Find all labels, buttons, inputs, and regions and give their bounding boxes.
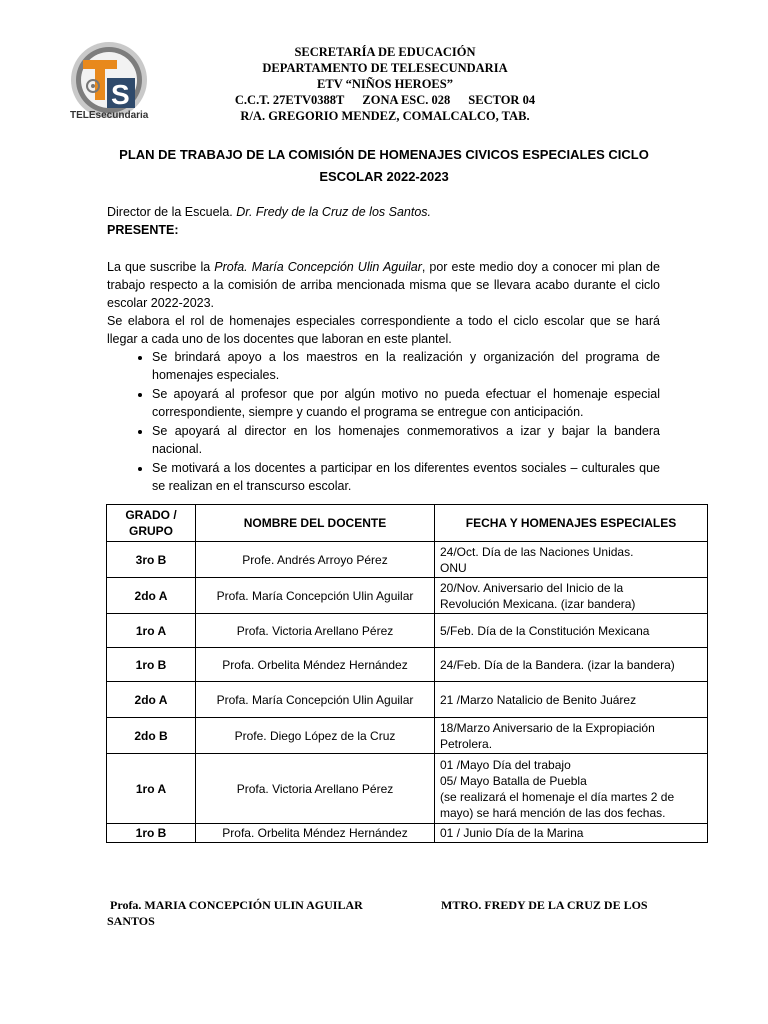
logo-label: TELEsecundaria <box>70 110 149 121</box>
cell-grupo: 3ro B <box>107 542 196 578</box>
fecha-line: Revolución Mexicana. (izar bandera) <box>440 596 636 611</box>
intro-text-a: La que suscribe la <box>107 260 215 274</box>
cell-grupo: 2do A <box>107 578 196 614</box>
cell-docente: Profa. María Concepción Ulin Aguilar <box>196 578 435 614</box>
cell-grupo: 2do B <box>107 718 196 754</box>
fecha-line: 01 / Junio Día de la Marina <box>440 826 584 840</box>
cell-docente: Profa. Victoria Arellano Pérez <box>196 614 435 648</box>
school-header <box>200 44 570 124</box>
cell-grupo: 1ro A <box>107 614 196 648</box>
signature-left-continuation: SANTOS <box>107 914 155 928</box>
table-row <box>107 578 708 614</box>
intro-text-b: , por este medio doy a conocer mi plan de trabajo respecto a la comisión de arriba mencionada misma que se llevara acabo durante el ciclo escolar 2022-2023. <box>107 260 660 310</box>
header-cct: C.C.T. 27ETV0388T <box>234 93 345 107</box>
cell-docente: Profe. Andrés Arroyo Pérez <box>196 542 435 578</box>
fecha-line: 24/Feb. Día de la Bandera. (izar la bandera) <box>440 657 675 672</box>
paragraph-intro <box>107 258 660 312</box>
cell-docente: Profa. Orbelita Méndez Hernández <box>196 648 435 682</box>
fecha-line: mayo) se hará mención de las dos fechas. <box>440 805 666 820</box>
intro-author-name: Profa. María Concepción Ulin Aguilar <box>214 260 422 274</box>
table-row <box>107 754 708 824</box>
header-sector: SECTOR 04 <box>468 93 536 107</box>
cell-grupo: 1ro A <box>107 754 196 824</box>
cell-fecha <box>435 648 708 682</box>
title-line-2: ESCOLAR 2022-2023 <box>319 169 449 184</box>
cell-fecha <box>435 578 708 614</box>
signature-left-text: Profa. MARIA CONCEPCIÓN ULIN AGUILAR <box>110 898 363 912</box>
fecha-line: 5/Feb. Día de la Constitución Mexicana <box>440 623 650 638</box>
title-line-1: PLAN DE TRABAJO DE LA COMISIÓN DE HOMENAJES CIVICOS ESPECIALES CICLO <box>119 147 649 162</box>
signature-right: MTRO. FREDY DE LA CRUZ DE LOS <box>441 898 648 912</box>
fecha-line: 01 /Mayo Día del trabajo <box>440 757 571 772</box>
recipient-label: Director de la Escuela. <box>107 205 233 219</box>
table-row <box>107 648 708 682</box>
table-header-row <box>107 505 708 542</box>
letter-body <box>107 258 660 496</box>
homenajes-table <box>106 504 708 843</box>
header-codes <box>200 92 570 108</box>
header-secretaria: SECRETARÍA DE EDUCACIÓN <box>294 45 476 59</box>
list-item: • Se apoyará al profesor que por algún motivo no pueda efectuar el homenaje especial correspondiente, siempre y cuando el programa se entregue con anticipación. <box>152 385 660 421</box>
header-departamento: DEPARTAMENTO DE TELESECUNDARIA <box>262 61 508 75</box>
header-grado-grupo: GRADO / GRUPO <box>107 505 196 542</box>
header-zona: ZONA ESC. 028 <box>362 93 451 107</box>
cell-grupo: 1ro B <box>107 824 196 843</box>
recipient-line <box>107 203 431 221</box>
table-row <box>107 682 708 718</box>
list-item: • Se motivará a los docentes a participar en los diferentes eventos sociales – culturales que se realizan en el transcurso escolar. <box>152 459 660 495</box>
fecha-line: (se realizará el homenaje el día martes 2 de <box>440 789 675 804</box>
document-title <box>100 144 668 188</box>
cell-fecha <box>435 614 708 648</box>
list-item: • Se brindará apoyo a los maestros en la realización y organización del programa de homenajes especiales. <box>152 348 660 384</box>
cell-docente: Profa. Orbelita Méndez Hernández <box>196 824 435 843</box>
recipient-name: Dr. Fredy de la Cruz de los Santos. <box>236 205 432 219</box>
cell-fecha <box>435 754 708 824</box>
table-row <box>107 614 708 648</box>
cell-docente: Profe. Diego López de la Cruz <box>196 718 435 754</box>
table-row <box>107 718 708 754</box>
signature-left-name <box>107 897 407 913</box>
header-school-name: ETV “NIÑOS HEROES” <box>317 77 453 91</box>
cell-fecha <box>435 824 708 843</box>
cell-docente: Profa. María Concepción Ulin Aguilar <box>196 682 435 718</box>
header-address: R/A. GREGORIO MENDEZ, COMALCALCO, TAB. <box>240 109 530 123</box>
header-nombre-docente: NOMBRE DEL DOCENTE <box>196 505 435 542</box>
table-row <box>107 824 708 843</box>
cell-grupo: 2do A <box>107 682 196 718</box>
list-item: • Se apoyará al director en los homenajes conmemorativos a izar y bajar la bandera nacional. <box>152 422 660 458</box>
fecha-line: 18/Marzo Aniversario de la Expropiación <box>440 720 655 735</box>
signature-left <box>107 897 407 929</box>
paragraph-rol: Se elabora el rol de homenajes especiales correspondiente a todo el ciclo escolar que se hará llegar a cada uno de los docentes que laboran en este plantel. <box>107 314 660 346</box>
fecha-line: 20/Nov. Aniversario del Inicio de la <box>440 580 624 595</box>
cell-fecha <box>435 682 708 718</box>
recipient-block <box>107 203 431 239</box>
header-fecha-homenajes: FECHA Y HOMENAJES ESPECIALES <box>435 505 708 542</box>
cell-grupo: 1ro B <box>107 648 196 682</box>
cell-fecha <box>435 542 708 578</box>
cell-fecha <box>435 718 708 754</box>
svg-text:S: S <box>111 79 130 110</box>
table-row <box>107 542 708 578</box>
cell-docente: Profa. Victoria Arellano Pérez <box>196 754 435 824</box>
fecha-line: ONU <box>440 560 467 575</box>
fecha-line: 24/Oct. Día de las Naciones Unidas. <box>440 544 634 559</box>
presente-label: PRESENTE: <box>107 223 179 237</box>
fecha-line: 05/ Mayo Batalla de Puebla <box>440 773 587 788</box>
fecha-line: 21 /Marzo Natalicio de Benito Juárez <box>440 692 637 707</box>
fecha-line: Petrolera. <box>440 736 493 751</box>
activities-list <box>107 348 660 495</box>
